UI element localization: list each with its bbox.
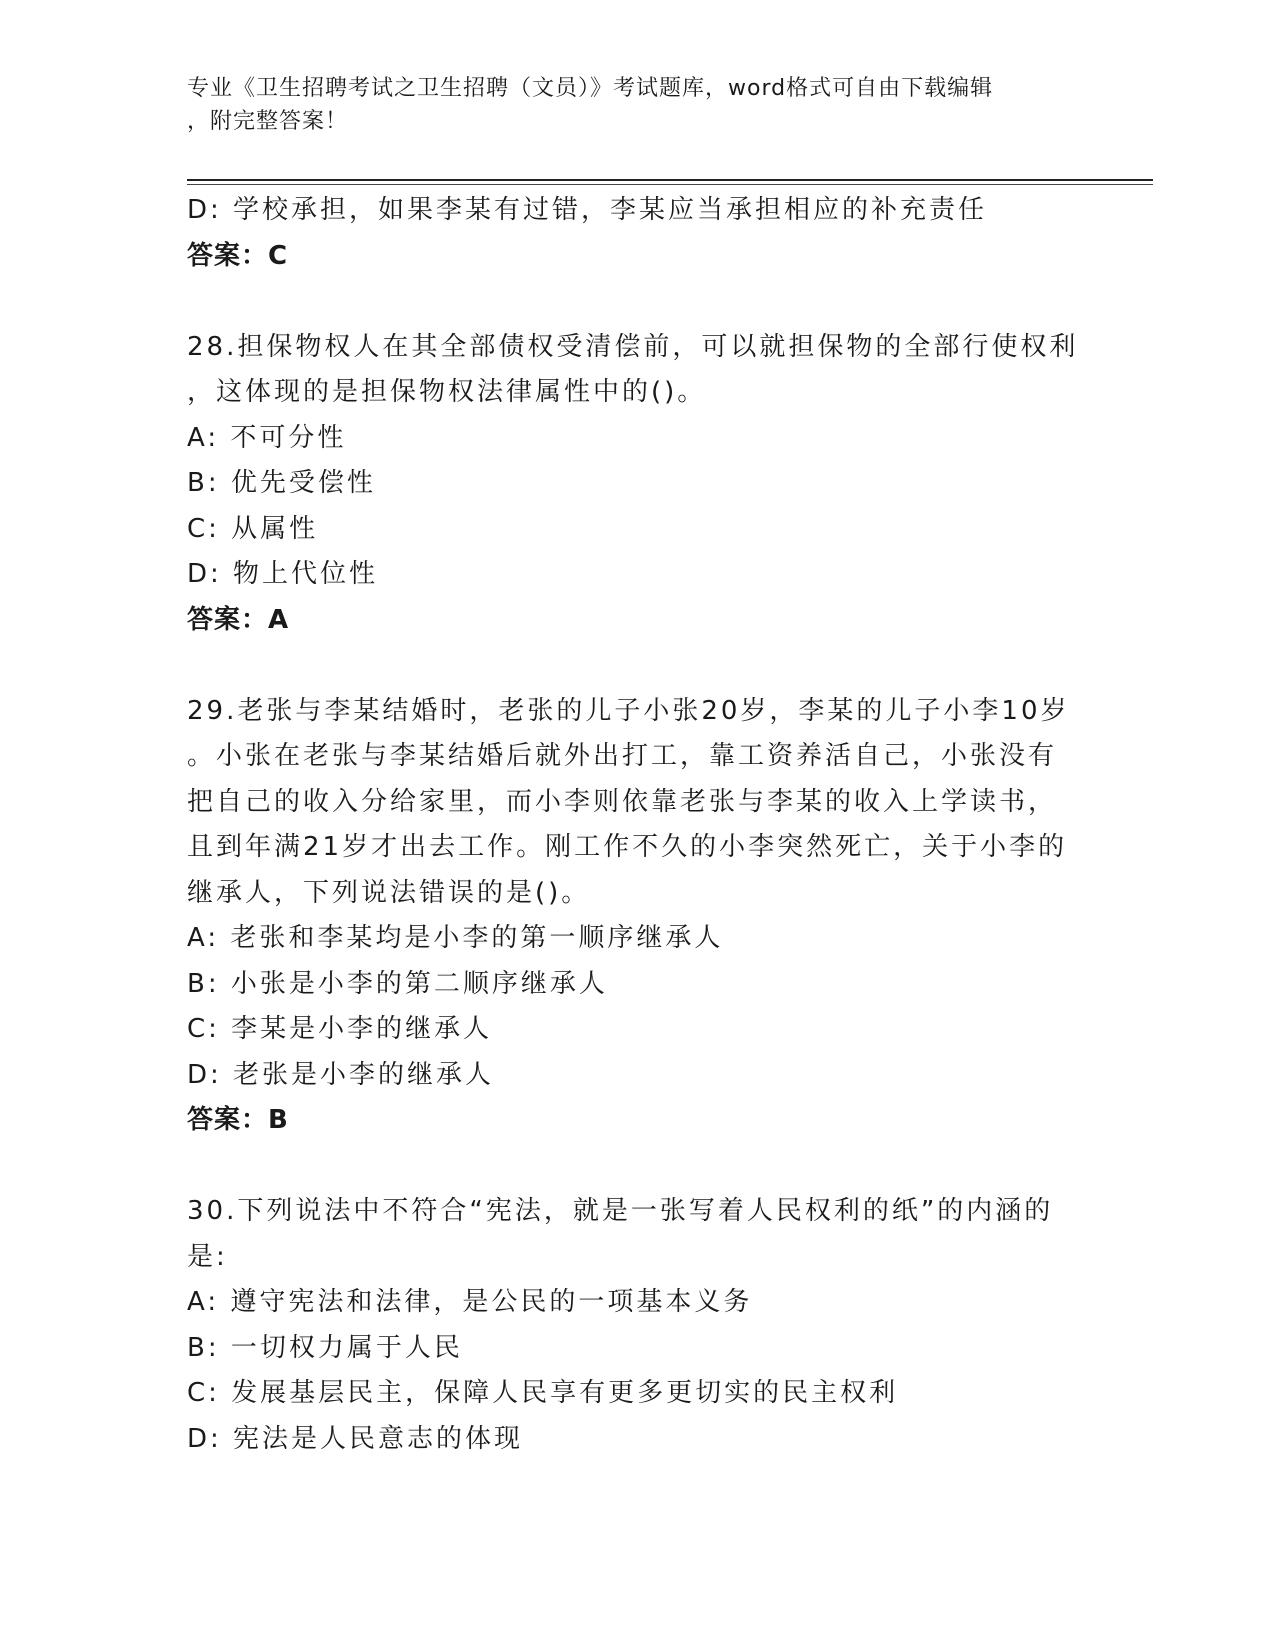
option-d: D: 老张是小李的继承人 (187, 1059, 495, 1090)
prev-question-answer: 答案：C (187, 240, 289, 271)
option-b: B: 一切权力属于人民 (187, 1332, 463, 1363)
option-c: C: 从属性 (187, 513, 319, 544)
question-text-line: 把自己的收入分给家里，而小李则依靠老张与李某的收入上学读书， (187, 786, 1058, 817)
spacer (187, 643, 1087, 689)
spacer (187, 1144, 1087, 1190)
option-d: D: 宪法是人民意志的体现 (187, 1423, 524, 1454)
option-d: D: 物上代位性 (187, 559, 379, 589)
answer: 答案：A (187, 604, 290, 635)
option-b: B: 小张是小李的第二顺序继承人 (187, 968, 608, 999)
header-divider-thick (187, 179, 1153, 181)
option-c: C: 李某是小李的继承人 (187, 1014, 493, 1044)
question-text-line: 29.老张与李某结婚时，老张的儿子小张20岁，李某的儿子小李10岁 (187, 695, 1070, 726)
option-a: A: 老张和李某均是小李的第一顺序继承人 (187, 923, 724, 953)
option-c: C: 发展基层民主，保障人民享有更多更切实的民主权利 (187, 1378, 899, 1408)
question-text-line: 30.下列说法中不符合“宪法，就是一张写着人民权利的纸”的内涵的 (187, 1196, 1054, 1226)
question-text-line: 28.担保物权人在其全部债权受清偿前，可以就担保物的全部行使权利 (187, 331, 1079, 362)
page-header (187, 72, 1067, 138)
option-a: A: 遵守宪法和法律，是公民的一项基本义务 (187, 1287, 753, 1317)
header-line-2: ，附完整答案！ (187, 109, 349, 134)
prev-question-option-d: D: 学校承担，如果李某有过错，李某应当承担相应的补充责任 (187, 195, 988, 225)
question-29 (187, 689, 1087, 1144)
option-b: B: 优先受偿性 (187, 468, 376, 498)
document-body (187, 188, 1087, 1462)
option-a: A: 不可分性 (187, 422, 347, 453)
question-text-line: 。小张在老张与李某结婚后就外出打工，靠工资养活自己，小张没有 (187, 741, 1058, 771)
spacer (187, 279, 1087, 325)
question-text-line: 继承人，下列说法错误的是()。 (187, 877, 591, 908)
question-text-line: ，这体现的是担保物权法律属性中的()。 (187, 377, 707, 407)
header-divider-thin (187, 184, 1153, 185)
question-28 (187, 325, 1087, 644)
answer: 答案：B (187, 1105, 289, 1135)
question-text-line: 且到年满21岁才出去工作。刚工作不久的小李突然死亡，关于小李的 (187, 832, 1068, 862)
question-30 (187, 1189, 1087, 1462)
question-text-line: 是: (187, 1241, 228, 1272)
header-line-1: 专业《卫生招聘考试之卫生招聘（文员）》考试题库，word格式可自由下载编辑 (187, 76, 994, 101)
